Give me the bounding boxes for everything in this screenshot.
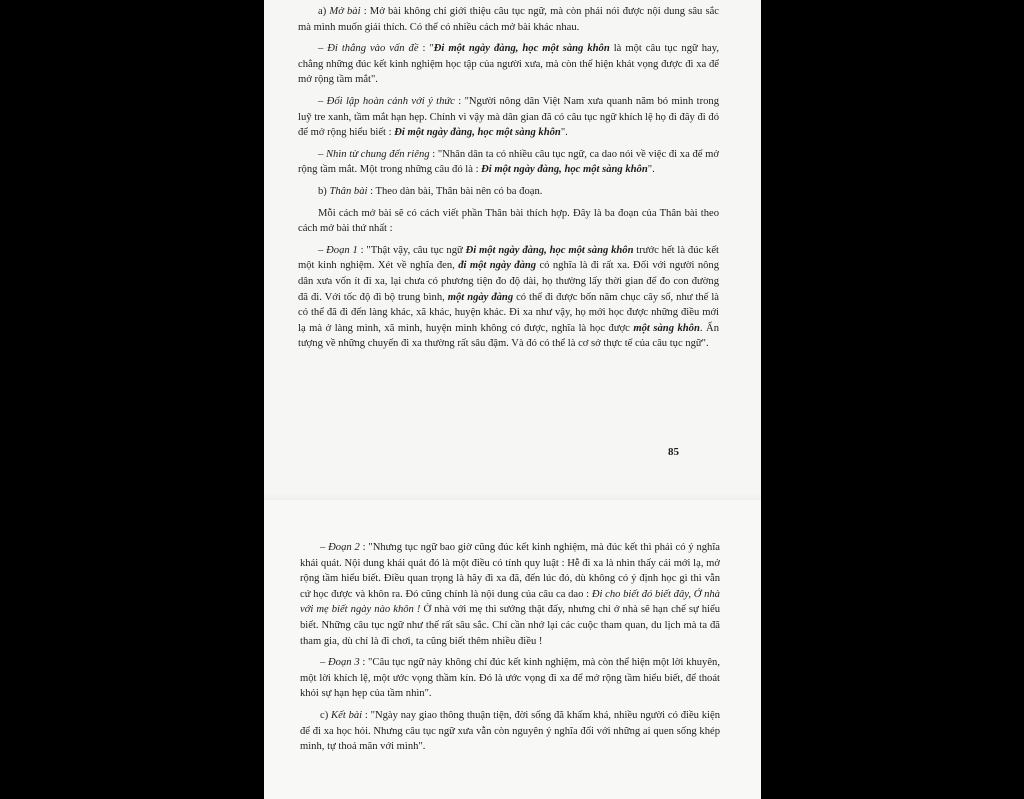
paragraph-text: là một câu tục ngữ hay, chẳng những đúc kết kinh nghiệm học tập của người xưa, mà còn thể hiện khát vọng được đi xa để mở rộng tầm mắt". <box>298 43 719 86</box>
paragraph-text: : Theo dàn bài, Thân bài nên có ba đoạn. <box>367 185 543 197</box>
paragraph-text: . Ấn tượng về những chuyến đi xa thường rất sâu đậm. Và đó có thể là cơ sở thực tế của câu tục ngữ". <box>298 322 719 350</box>
proverb-quote: đi một ngày đàng <box>458 260 537 272</box>
proverb-quote: Đi một ngày đàng, học một sàng khôn <box>394 127 561 139</box>
method-label: – Đoạn 3 <box>320 657 360 669</box>
paragraph-text: : "Thật vậy, câu tục ngữ <box>357 244 466 256</box>
paragraph-text: có thể đi được bốn năm chục cây số, như thế là có thể đã đi đến làng khác, xã khác, huyện khác. Đi xa như vậy, họ mới học được những điều mới lạ mà ở làng mình, xã mình, huyện mình không có được, nghĩa là học được <box>298 291 719 334</box>
list-marker: a) <box>318 6 330 17</box>
paragraph-ket-bai <box>300 708 720 755</box>
section-label: Thân bài <box>329 185 368 197</box>
paragraph-text: : "Câu tục ngữ này không chỉ đúc kết kinh nghiệm, mà còn thể hiện một lời khuyên, một lời khích lệ, một ước vọng thầm kín. Đó là ước vọng đi xa để mở rộng tầm hiểu biết, để thoát khỏi sự hạn hẹp của tầm nhìn". <box>300 657 720 700</box>
proverb-quote: một ngày đàng <box>447 291 514 303</box>
paragraph-text: : " <box>418 43 434 55</box>
list-marker: b) <box>318 185 330 197</box>
paragraph-mo-bai <box>298 4 719 35</box>
paragraph-text: trước hết là đúc kết một kinh nghiệm. Xét về nghĩa đen, <box>298 244 719 272</box>
paragraph-text: ". <box>647 164 655 176</box>
page-85-text <box>298 4 719 358</box>
method-label: – Đối lập hoàn cảnh với ý thức <box>318 95 455 107</box>
section-label: Kết bài <box>331 709 363 721</box>
paragraph-text: ". <box>560 127 568 139</box>
paragraph-doi-lap <box>298 94 719 141</box>
proverb-quote: Đi một ngày đàng, học một sàng khôn <box>433 43 610 55</box>
paragraph-text: : "Nhân dân ta có nhiều câu tục ngữ, ca dao nói về việc đi xa để mở rộng tầm mắt. Một trong những câu đó là : <box>298 148 719 176</box>
page-number: 85 <box>668 446 679 458</box>
paragraph-text: : Mở bài không chỉ giới thiệu câu tục ngữ, mà còn phải nói được nội dung sâu sắc mà mình muốn giải thích. Có thể có nhiều cách mở bài khác nhau. <box>298 6 719 33</box>
paragraph-di-thang <box>298 41 719 88</box>
paragraph-text: : "Người nông dân Việt Nam xưa quanh năm bó mình trong luỹ tre xanh, tầm mắt hạn hẹp. Chính vì vậy mà dân gian đã có câu tục ngữ khích lệ họ đi đây đi đó để mở rộng hiểu biết : <box>298 95 720 139</box>
paragraph-doan-3 <box>300 655 720 702</box>
method-label: – Nhìn từ chung đến riêng <box>318 148 430 160</box>
paragraph-text: : "Ngày nay giao thông thuận tiện, đời sống đã khấm khá, nhiều người có điều kiện để đi xa học hỏi. Nhưng câu tục ngữ xưa vẫn còn nguyên ý nghĩa đối với những ai quen sống khép mình, tự thoả mãn với mình". <box>300 709 720 753</box>
folk-verse-quote: Đi cho biết đó biết đây, Ở nhà với mẹ biết ngày nào khôn ! <box>300 588 720 616</box>
section-label: Mở bài <box>329 6 361 17</box>
method-label: – Đi thẳng vào vấn đề <box>318 43 419 55</box>
paragraph-than-bai <box>298 184 719 200</box>
method-label: – Đoạn 1 <box>318 244 358 256</box>
paragraph-nhin-tu <box>298 147 719 178</box>
method-label: – Đoạn 2 <box>320 542 360 553</box>
paragraph-moi-cach <box>298 206 719 237</box>
book-page-86 <box>264 500 761 799</box>
proverb-quote: một sàng khôn <box>633 322 700 334</box>
paragraph-text: Ở nhà với mẹ thì sướng thật đấy, nhưng chỉ ở nhà sẽ hạn chế sự hiểu biết. Những câu tục ngữ như thế rất sâu sắc. Chỉ cần nhớ lại các cuộc tham quan, du lịch mà ta đã tham gia, dù chỉ là đi chơi, ta cũng biết thêm nhiều điều ! <box>300 604 720 647</box>
paragraph-text: có nghĩa là đi rất xa. Đối với người nông dân xưa vốn ít đi xa, lại chưa có phương tiện đo độ dài, họ thường lấy thời gian để đo con đường đã đi. Với tốc độ đi bộ trung bình, <box>298 260 720 303</box>
list-marker: c) <box>320 709 332 721</box>
proverb-quote: Đi một ngày đàng, học một sàng khôn <box>481 164 648 176</box>
paragraph-doan-1 <box>298 243 719 352</box>
paragraph-text: : "Nhưng tục ngữ bao giờ cũng đúc kết kinh nghiệm, mà đúc kết thì phải có ý nghĩa khái quát. Nội dung khái quát đó là một điều có tính quy luật : Hễ đi xa là nhìn thấy cái mới lạ, mở rộng tầm hiểu biết. Điều quan trọng là hãy đi xa đã, đến lúc đó, dù không có ý định học gì thì vẫn cứ học được và khôn ra. Đó cũng chính là nội dung của câu ca dao : <box>300 542 720 600</box>
page-86-text <box>300 540 720 761</box>
book-page-85 <box>264 0 761 500</box>
proverb-quote: Đi một ngày đàng, học một sàng khôn <box>465 244 634 256</box>
paragraph-text: Mỗi cách mở bài sẽ có cách viết phần Thân bài thích hợp. Đây là ba đoạn của Thân bài theo cách mở bài thứ nhất : <box>298 207 719 235</box>
paragraph-doan-2 <box>300 540 720 649</box>
